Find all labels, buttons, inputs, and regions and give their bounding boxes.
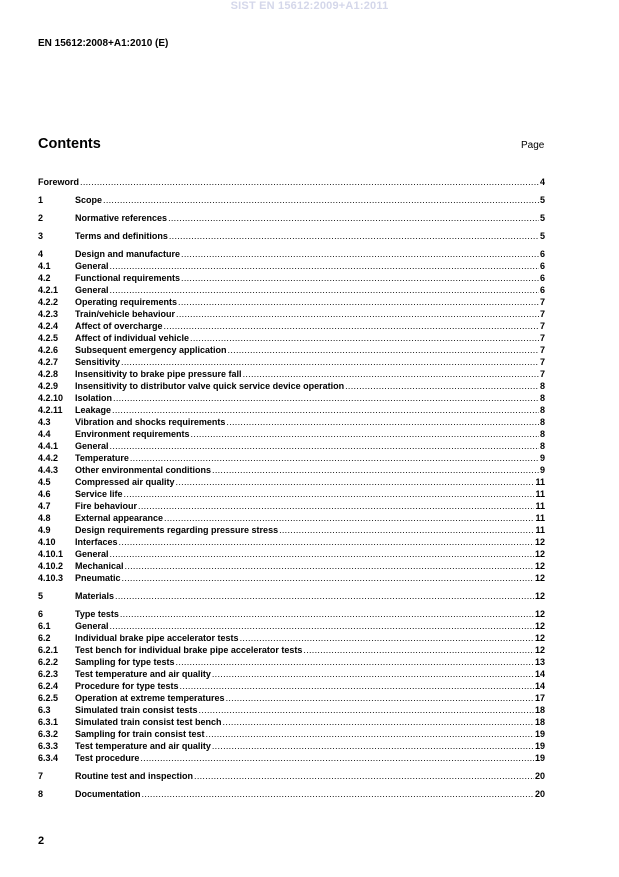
toc-entry-page: 5 xyxy=(539,231,545,241)
toc-entry-page: 12 xyxy=(534,561,545,571)
toc-entry[interactable] xyxy=(38,452,545,464)
toc-entry[interactable] xyxy=(38,284,545,296)
toc-entry-title: Scope xyxy=(75,195,103,205)
toc-entry-number: 4.2.11 xyxy=(38,405,63,415)
toc-entry-title: Affect of individual vehicle xyxy=(75,333,190,343)
toc-entry[interactable] xyxy=(38,464,545,476)
toc-entry-number: 2 xyxy=(38,213,44,223)
toc-entry-number: 3 xyxy=(38,231,44,241)
table-of-contents xyxy=(38,176,545,800)
toc-entry-number: 4.2.5 xyxy=(38,333,59,343)
toc-dot-leader xyxy=(122,572,534,584)
toc-dot-leader xyxy=(226,692,534,704)
toc-dot-leader xyxy=(168,212,539,224)
toc-entry-page: 11 xyxy=(535,525,545,535)
toc-entry-number: 6.3 xyxy=(38,705,51,715)
toc-entry-title: Test temperature and air quality xyxy=(75,669,211,679)
toc-entry-number: 4.10.1 xyxy=(38,549,64,559)
toc-entry[interactable] xyxy=(38,548,545,560)
toc-entry-page: 7 xyxy=(539,333,545,343)
toc-entry-page: 6 xyxy=(539,261,545,271)
toc-dot-leader xyxy=(120,608,534,620)
toc-entry-number: 6.2.2 xyxy=(38,657,59,667)
toc-entry-title: Materials xyxy=(75,591,115,601)
toc-entry-page: 11 xyxy=(535,477,545,487)
toc-dot-leader xyxy=(80,176,539,188)
toc-dot-leader xyxy=(164,512,534,524)
toc-entry-number: 4.6 xyxy=(38,489,51,499)
toc-entry[interactable] xyxy=(38,212,545,224)
toc-entry-page: 11 xyxy=(535,489,545,499)
toc-entry-number: 4.2.2 xyxy=(38,297,59,307)
toc-dot-leader xyxy=(212,464,539,476)
toc-entry-page: 8 xyxy=(539,393,545,403)
document-id: EN 15612:2008+A1:2010 (E) xyxy=(38,38,169,49)
toc-dot-leader xyxy=(112,404,539,416)
toc-entry-title: Insensitivity to distributor valve quick service device operation xyxy=(75,381,345,391)
toc-entry-number: 4.4.1 xyxy=(38,441,59,451)
toc-entry-number: 4.1 xyxy=(38,261,51,271)
toc-entry[interactable] xyxy=(38,416,545,428)
toc-entry-title: Insensitivity to brake pipe pressure fall xyxy=(75,369,242,379)
toc-entry-page: 8 xyxy=(539,429,545,439)
toc-entry-number: 4.5 xyxy=(38,477,51,487)
toc-entry-title: Test bench for individual brake pipe accelerator tests xyxy=(75,645,303,655)
toc-entry[interactable] xyxy=(38,572,545,584)
toc-entry-page: 7 xyxy=(539,357,545,367)
toc-entry-page: 12 xyxy=(534,537,545,547)
toc-entry-page: 8 xyxy=(539,381,545,391)
page-number: 2 xyxy=(38,835,45,847)
toc-entry-page: 19 xyxy=(534,753,545,763)
toc-entry[interactable] xyxy=(38,608,545,620)
toc-entry-title: Simulated train consist tests xyxy=(75,705,198,715)
toc-entry-page: 5 xyxy=(539,195,545,205)
toc-entry[interactable] xyxy=(38,176,545,188)
toc-dot-leader xyxy=(228,344,539,356)
toc-entry-page: 11 xyxy=(535,513,545,523)
toc-entry-number: 4.2.1 xyxy=(38,285,59,295)
toc-entry-title: Service life xyxy=(75,489,123,499)
toc-entry-number: 4.2 xyxy=(38,273,51,283)
watermark-text: SIST EN 15612:2009+A1:2011 xyxy=(230,0,389,12)
toc-entry-page: 12 xyxy=(534,621,545,631)
toc-entry-number: 6.1 xyxy=(38,621,51,631)
toc-dot-leader xyxy=(113,392,539,404)
toc-entry-page: 8 xyxy=(539,441,545,451)
toc-dot-leader xyxy=(279,524,534,536)
toc-entry-page: 7 xyxy=(539,297,545,307)
toc-entry-title: Documentation xyxy=(75,789,141,799)
toc-dot-leader xyxy=(176,308,539,320)
toc-entry-title: Functional requirements xyxy=(75,273,181,283)
toc-entry-page: 9 xyxy=(539,453,545,463)
toc-entry-page: 7 xyxy=(539,309,545,319)
toc-entry-title: Isolation xyxy=(75,393,113,403)
toc-dot-leader xyxy=(345,380,539,392)
toc-dot-leader xyxy=(212,740,534,752)
toc-entry-page: 12 xyxy=(534,591,545,601)
toc-entry[interactable] xyxy=(38,344,545,356)
toc-entry[interactable] xyxy=(38,392,545,404)
toc-entry[interactable] xyxy=(38,194,545,206)
toc-entry[interactable] xyxy=(38,560,545,572)
toc-dot-leader xyxy=(164,320,539,332)
toc-entry-number: 4.3 xyxy=(38,417,51,427)
toc-dot-leader xyxy=(138,500,534,512)
toc-entry-page: 9 xyxy=(539,465,545,475)
toc-entry-number: 4.2.6 xyxy=(38,345,59,355)
toc-entry-number: 4.4.3 xyxy=(38,465,59,475)
toc-entry-number: 4.2.9 xyxy=(38,381,59,391)
toc-entry-page: 13 xyxy=(534,657,545,667)
toc-dot-leader xyxy=(223,716,534,728)
toc-entry[interactable] xyxy=(38,368,545,380)
toc-entry-title: Simulated train consist test bench xyxy=(75,717,222,727)
toc-dot-leader xyxy=(125,560,534,572)
toc-dot-leader xyxy=(181,248,539,260)
toc-dot-leader xyxy=(206,728,534,740)
toc-entry-page: 12 xyxy=(534,609,545,619)
toc-entry-title: Test temperature and air quality xyxy=(75,741,211,751)
toc-dot-leader xyxy=(124,488,535,500)
toc-entry-number: 5 xyxy=(38,591,44,601)
toc-entry-page: 8 xyxy=(539,405,545,415)
toc-dot-leader xyxy=(110,440,539,452)
toc-dot-leader xyxy=(240,632,534,644)
toc-entry-title: External appearance xyxy=(75,513,164,523)
toc-dot-leader xyxy=(191,428,539,440)
toc-dot-leader xyxy=(142,788,534,800)
toc-entry-number: 7 xyxy=(38,771,44,781)
toc-entry-number: 1 xyxy=(38,195,44,205)
toc-entry[interactable] xyxy=(38,752,545,764)
toc-entry-title: Fire behaviour xyxy=(75,501,138,511)
toc-dot-leader xyxy=(190,332,539,344)
toc-entry-title: Interfaces xyxy=(75,537,118,547)
toc-entry-title: Test procedure xyxy=(75,753,140,763)
toc-entry-page: 12 xyxy=(534,645,545,655)
toc-entry[interactable] xyxy=(38,260,545,272)
toc-entry-number: 4.2.10 xyxy=(38,393,64,403)
toc-entry-page: 7 xyxy=(539,321,545,331)
toc-dot-leader xyxy=(181,272,539,284)
toc-entry-title: Leakage xyxy=(75,405,112,415)
toc-dot-leader xyxy=(140,752,534,764)
toc-entry-page: 14 xyxy=(534,669,545,679)
toc-entry[interactable] xyxy=(38,230,545,242)
toc-entry[interactable] xyxy=(38,428,545,440)
toc-entry-title: General xyxy=(75,549,109,559)
toc-dot-leader xyxy=(178,296,539,308)
toc-entry-number: Foreword xyxy=(38,177,80,187)
toc-entry-page: 20 xyxy=(534,771,545,781)
toc-dot-leader xyxy=(110,284,539,296)
toc-entry-number: 6.2.1 xyxy=(38,645,59,655)
toc-entry-number: 4 xyxy=(38,249,44,259)
toc-entry-number: 6.2.3 xyxy=(38,669,59,679)
toc-entry[interactable] xyxy=(38,488,545,500)
toc-entry-title: Terms and definitions xyxy=(75,231,168,241)
toc-entry[interactable] xyxy=(38,296,545,308)
toc-entry-title: Design and manufacture xyxy=(75,249,181,259)
toc-entry-title: Vibration and shocks requirements xyxy=(75,417,226,427)
toc-entry-page: 14 xyxy=(534,681,545,691)
toc-entry-title: Environment requirements xyxy=(75,429,190,439)
toc-dot-leader xyxy=(303,644,534,656)
toc-entry[interactable] xyxy=(38,668,545,680)
toc-entry[interactable] xyxy=(38,248,545,260)
toc-entry[interactable] xyxy=(38,476,545,488)
toc-dot-leader xyxy=(176,476,535,488)
toc-entry-title: General xyxy=(75,621,109,631)
toc-entry-number: 4.8 xyxy=(38,513,51,523)
toc-entry[interactable] xyxy=(38,590,545,602)
toc-dot-leader xyxy=(110,548,534,560)
toc-entry[interactable] xyxy=(38,704,545,716)
toc-entry-number: 4.10.3 xyxy=(38,573,64,583)
toc-entry-title: Normative references xyxy=(75,213,168,223)
toc-entry[interactable] xyxy=(38,716,545,728)
toc-entry-page: 17 xyxy=(534,693,545,703)
contents-heading: Contents xyxy=(38,136,101,152)
toc-entry-number: 4.10.2 xyxy=(38,561,64,571)
toc-entry[interactable] xyxy=(38,500,545,512)
toc-entry[interactable] xyxy=(38,770,545,782)
toc-entry-title: Affect of overcharge xyxy=(75,321,163,331)
toc-dot-leader xyxy=(110,260,539,272)
toc-entry-title: Procedure for type tests xyxy=(75,681,179,691)
toc-entry-page: 7 xyxy=(539,369,545,379)
toc-entry-title: Individual brake pipe accelerator tests xyxy=(75,633,239,643)
toc-entry-title: Train/vehicle behaviour xyxy=(75,309,176,319)
toc-dot-leader xyxy=(194,770,534,782)
toc-dot-leader xyxy=(180,680,534,692)
toc-entry[interactable] xyxy=(38,332,545,344)
toc-dot-leader xyxy=(199,704,534,716)
toc-entry-number: 6.3.2 xyxy=(38,729,59,739)
toc-entry[interactable] xyxy=(38,728,545,740)
toc-dot-leader xyxy=(103,194,539,206)
toc-entry-title: Mechanical xyxy=(75,561,124,571)
toc-entry-page: 12 xyxy=(534,633,545,643)
toc-entry-page: 18 xyxy=(534,717,545,727)
toc-entry-title: Routine test and inspection xyxy=(75,771,194,781)
toc-entry-number: 6.2.4 xyxy=(38,681,59,691)
toc-entry-page: 5 xyxy=(539,213,545,223)
toc-entry[interactable] xyxy=(38,524,545,536)
toc-entry-page: 12 xyxy=(534,549,545,559)
toc-entry-page: 19 xyxy=(534,741,545,751)
toc-dot-leader xyxy=(226,416,539,428)
toc-entry-page: 18 xyxy=(534,705,545,715)
toc-entry-title: Compressed air quality xyxy=(75,477,175,487)
toc-entry-page: 20 xyxy=(534,789,545,799)
page-column-label: Page xyxy=(521,140,545,151)
toc-entry[interactable] xyxy=(38,680,545,692)
toc-entry[interactable] xyxy=(38,356,545,368)
toc-entry[interactable] xyxy=(38,656,545,668)
toc-entry-title: Operation at extreme temperatures xyxy=(75,693,225,703)
toc-entry-page: 6 xyxy=(539,285,545,295)
toc-entry-title: General xyxy=(75,441,109,451)
toc-entry[interactable] xyxy=(38,320,545,332)
toc-entry-page: 19 xyxy=(534,729,545,739)
toc-entry[interactable] xyxy=(38,512,545,524)
toc-entry[interactable] xyxy=(38,536,545,548)
toc-entry-page: 6 xyxy=(539,249,545,259)
toc-dot-leader xyxy=(243,368,539,380)
toc-dot-leader xyxy=(121,356,539,368)
toc-entry-page: 7 xyxy=(539,345,545,355)
toc-entry-title: General xyxy=(75,261,109,271)
toc-entry-title: Operating requirements xyxy=(75,297,178,307)
toc-entry[interactable] xyxy=(38,272,545,284)
toc-entry-title: Sampling for train consist test xyxy=(75,729,205,739)
toc-entry-number: 4.9 xyxy=(38,525,51,535)
toc-dot-leader xyxy=(212,668,534,680)
toc-entry-number: 6.3.1 xyxy=(38,717,59,727)
toc-entry-number: 6.2.5 xyxy=(38,693,59,703)
toc-entry-number: 4.2.4 xyxy=(38,321,59,331)
toc-entry-number: 4.4.2 xyxy=(38,453,59,463)
toc-entry[interactable] xyxy=(38,404,545,416)
toc-entry-page: 4 xyxy=(539,177,545,187)
toc-entry-title: Sampling for type tests xyxy=(75,657,175,667)
toc-entry-number: 4.4 xyxy=(38,429,51,439)
toc-entry-number: 6.2 xyxy=(38,633,51,643)
toc-entry-page: 8 xyxy=(539,417,545,427)
toc-entry-title: Other environmental conditions xyxy=(75,465,212,475)
toc-dot-leader xyxy=(115,590,534,602)
toc-dot-leader xyxy=(110,620,534,632)
toc-entry-number: 8 xyxy=(38,789,44,799)
toc-entry[interactable] xyxy=(38,632,545,644)
toc-entry[interactable] xyxy=(38,440,545,452)
toc-entry-page: 6 xyxy=(539,273,545,283)
toc-entry-number: 6.3.3 xyxy=(38,741,59,751)
toc-entry-number: 4.2.8 xyxy=(38,369,59,379)
toc-entry[interactable] xyxy=(38,740,545,752)
toc-entry-title: Sensitivity xyxy=(75,357,121,367)
toc-entry-title: Subsequent emergency application xyxy=(75,345,227,355)
toc-entry-number: 4.10 xyxy=(38,537,56,547)
toc-entry[interactable] xyxy=(38,380,545,392)
toc-entry[interactable] xyxy=(38,644,545,656)
toc-entry-number: 6.3.4 xyxy=(38,753,59,763)
toc-entry[interactable] xyxy=(38,620,545,632)
toc-entry-title: Temperature xyxy=(75,453,129,463)
toc-dot-leader xyxy=(176,656,534,668)
toc-dot-leader xyxy=(130,452,539,464)
toc-entry-title: Pneumatic xyxy=(75,573,121,583)
toc-entry-title: Design requirements regarding pressure stress xyxy=(75,525,279,535)
toc-entry-number: 4.2.7 xyxy=(38,357,59,367)
toc-entry[interactable] xyxy=(38,692,545,704)
toc-entry-page: 11 xyxy=(535,501,545,511)
toc-entry[interactable] xyxy=(38,788,545,800)
toc-dot-leader xyxy=(119,536,534,548)
toc-entry-title: General xyxy=(75,285,109,295)
toc-dot-leader xyxy=(169,230,539,242)
toc-entry-title: Type tests xyxy=(75,609,119,619)
toc-entry-page: 12 xyxy=(534,573,545,583)
toc-entry[interactable] xyxy=(38,308,545,320)
toc-entry-number: 4.7 xyxy=(38,501,51,511)
toc-entry-number: 4.2.3 xyxy=(38,309,59,319)
toc-entry-number: 6 xyxy=(38,609,44,619)
